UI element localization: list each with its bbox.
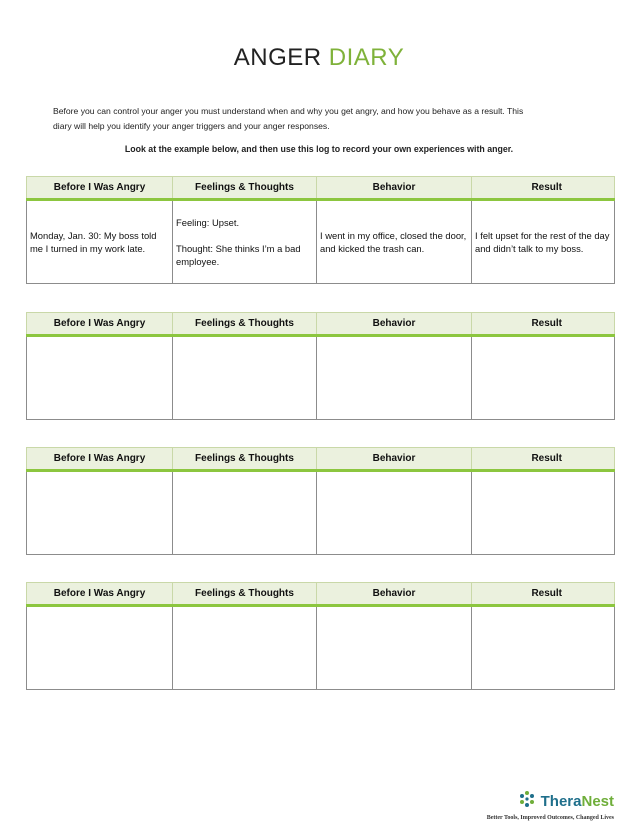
example-before-cell: Monday, Jan. 30: My boss told me I turned in my work late. bbox=[27, 200, 173, 284]
title-accent: DIARY bbox=[328, 44, 405, 71]
brand-tagline: Better Tools, Improved Outcomes, Changed Lives bbox=[486, 815, 614, 821]
header-feelings: Feelings & Thoughts bbox=[173, 313, 317, 336]
entry-feelings-cell[interactable] bbox=[173, 471, 317, 555]
header-result: Result bbox=[472, 583, 615, 606]
header-behavior: Behavior bbox=[317, 448, 472, 471]
header-before: Before I Was Angry bbox=[27, 448, 173, 471]
intro-line-2: diary will help you identify your anger triggers and your anger responses. bbox=[53, 121, 330, 131]
header-result: Result bbox=[472, 448, 615, 471]
theranest-logo bbox=[487, 790, 614, 821]
entry-behavior-cell[interactable] bbox=[317, 471, 472, 555]
example-table bbox=[26, 176, 615, 284]
entry-result-cell[interactable] bbox=[472, 606, 615, 690]
header-feelings: Feelings & Thoughts bbox=[173, 448, 317, 471]
entry-feelings-cell[interactable] bbox=[173, 336, 317, 420]
log-table-1 bbox=[26, 312, 615, 420]
example-behavior-cell: I went in my office, closed the door, and kicked the trash can. bbox=[317, 200, 472, 284]
header-behavior: Behavior bbox=[317, 313, 472, 336]
brand-name: TheraNest bbox=[540, 793, 614, 810]
intro-text bbox=[53, 104, 613, 134]
entry-before-cell[interactable] bbox=[27, 606, 173, 690]
entry-before-cell[interactable] bbox=[27, 471, 173, 555]
entry-behavior-cell[interactable] bbox=[317, 606, 472, 690]
example-feeling: Feeling: Upset. bbox=[176, 217, 240, 228]
example-thought: Thought: She thinks I’m a bad employee. bbox=[176, 243, 301, 267]
header-feelings: Feelings & Thoughts bbox=[173, 177, 317, 200]
header-before: Before I Was Angry bbox=[27, 313, 173, 336]
header-behavior: Behavior bbox=[317, 177, 472, 200]
page-title bbox=[0, 44, 638, 72]
entry-feelings-cell[interactable] bbox=[173, 606, 317, 690]
entry-before-cell[interactable] bbox=[27, 336, 173, 420]
entry-result-cell[interactable] bbox=[472, 336, 615, 420]
example-feelings-cell bbox=[173, 200, 317, 284]
title-main: ANGER bbox=[233, 44, 329, 71]
instruction-text: Look at the example below, and then use this log to record your own experiences with anger. bbox=[124, 144, 514, 154]
entry-result-cell[interactable] bbox=[472, 471, 615, 555]
header-result: Result bbox=[472, 313, 615, 336]
intro-line-1: Before you can control your anger you must understand when and why you get angry, and how you behave as a result. This bbox=[53, 106, 524, 116]
log-table-2 bbox=[26, 447, 615, 555]
header-behavior: Behavior bbox=[317, 583, 472, 606]
log-table-3 bbox=[26, 582, 615, 690]
example-result-cell: I felt upset for the rest of the day and didn’t talk to my boss. bbox=[472, 200, 615, 284]
header-result: Result bbox=[472, 177, 615, 200]
theranest-mark-icon bbox=[518, 790, 536, 813]
header-feelings: Feelings & Thoughts bbox=[173, 583, 317, 606]
header-before: Before I Was Angry bbox=[27, 583, 173, 606]
header-before: Before I Was Angry bbox=[27, 177, 173, 200]
entry-behavior-cell[interactable] bbox=[317, 336, 472, 420]
